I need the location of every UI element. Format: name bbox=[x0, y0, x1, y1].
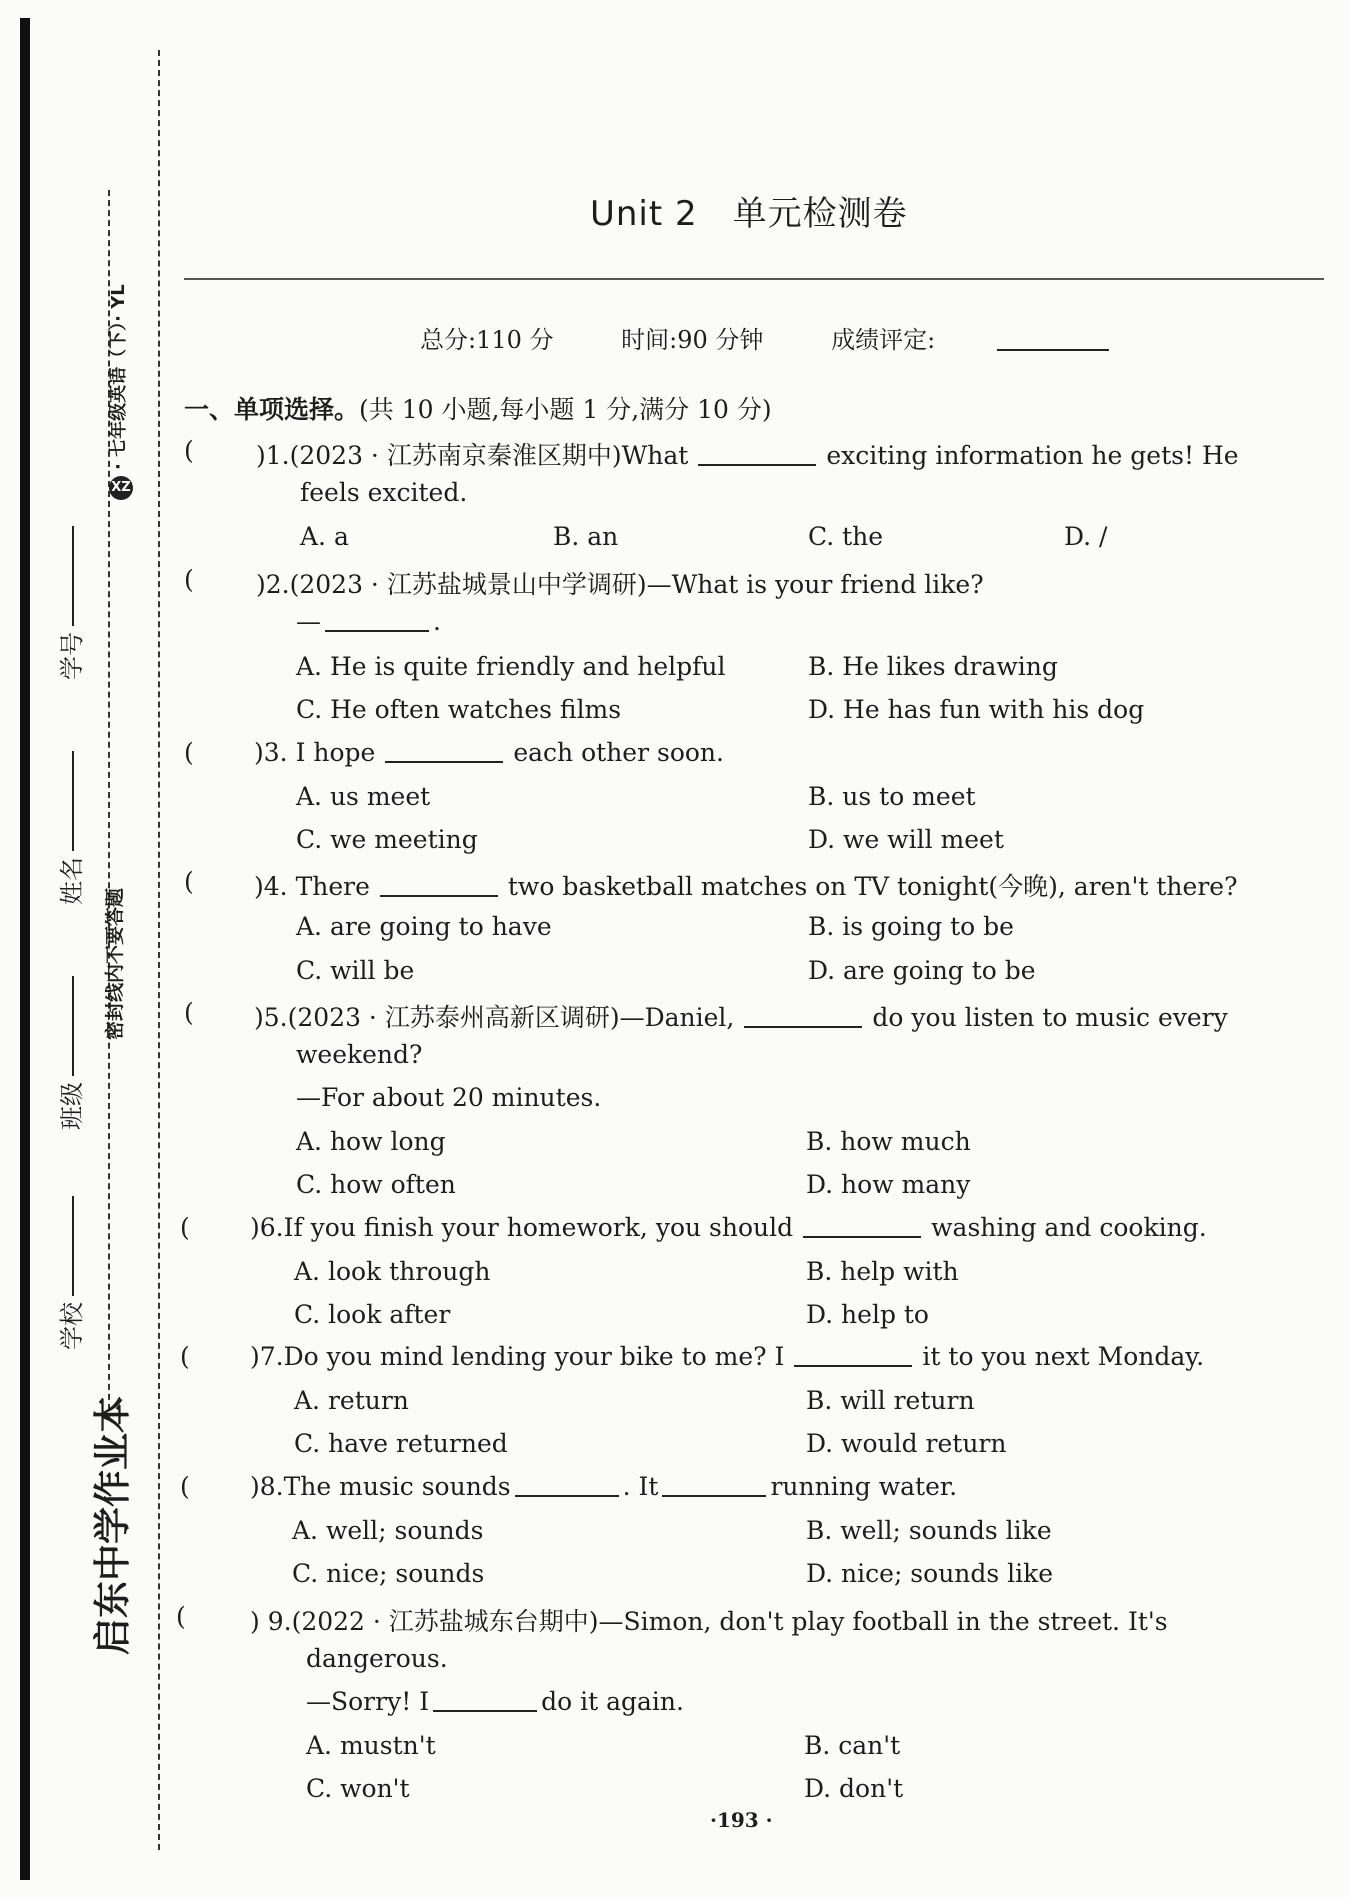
exam-meta bbox=[420, 320, 1169, 355]
option: C. the bbox=[808, 522, 884, 551]
option: A. mustn't bbox=[306, 1731, 436, 1760]
publisher-badge: XZ bbox=[109, 476, 133, 500]
option: D. / bbox=[1064, 522, 1108, 551]
question-source: (2023 · 江苏南京秦淮区期中) bbox=[289, 441, 622, 470]
option: B. help with bbox=[806, 1257, 959, 1286]
student-no-field: 学号 bbox=[52, 526, 87, 680]
option: D. we will meet bbox=[808, 825, 1004, 854]
option: C. how often bbox=[296, 1170, 456, 1199]
title-divider bbox=[184, 278, 1324, 280]
outer-seal-line bbox=[158, 50, 160, 1850]
seal-note: 密封线内不要答题 bbox=[104, 887, 126, 1040]
exam-time: 时间:90 分钟 bbox=[621, 326, 764, 354]
class-field: 班级 bbox=[52, 976, 87, 1130]
option: C. look after bbox=[294, 1300, 451, 1329]
question-source: (2023 · 江苏泰州高新区调研) bbox=[287, 1003, 620, 1032]
answer-bracket: ( bbox=[176, 1602, 186, 1631]
option: C. nice; sounds bbox=[292, 1559, 485, 1588]
page-title: Unit 2 单元检测卷 bbox=[590, 194, 908, 234]
question-8: )8.The music sounds . It running water. bbox=[250, 1472, 958, 1501]
option: D. how many bbox=[806, 1170, 971, 1199]
option: B. is going to be bbox=[808, 912, 1014, 941]
question-7: )7.Do you mind lending your bike to me? I it to you next Monday. bbox=[250, 1342, 1205, 1371]
answer-bracket: ( bbox=[180, 1472, 190, 1501]
question-5-reply: —For about 20 minutes. bbox=[296, 1083, 602, 1112]
option: B. can't bbox=[804, 1731, 901, 1760]
option: B. us to meet bbox=[808, 782, 976, 811]
question-5-cont: weekend? bbox=[296, 1040, 423, 1069]
option: D. would return bbox=[806, 1429, 1007, 1458]
question-source: (2022 · 江苏盐城东台期中) bbox=[291, 1607, 599, 1636]
option: A. well; sounds bbox=[292, 1516, 484, 1545]
option: C. have returned bbox=[294, 1429, 508, 1458]
option: A. He is quite friendly and helpful bbox=[296, 652, 726, 681]
option: C. will be bbox=[296, 956, 415, 985]
answer-bracket: ( bbox=[180, 1213, 190, 1242]
option: B. He likes drawing bbox=[808, 652, 1058, 681]
spine-bar bbox=[20, 18, 30, 1880]
question-1: )1.(2023 · 江苏南京秦淮区期中)What exciting information he gets! He bbox=[256, 441, 1239, 470]
school-field: 学校 bbox=[52, 1196, 87, 1350]
answer-bracket: ( bbox=[184, 436, 194, 465]
question-2: )2.(2023 · 江苏盐城景山中学调研)—What is your friend like? bbox=[256, 570, 984, 599]
option: C. He often watches films bbox=[296, 695, 622, 724]
answer-bracket: ( bbox=[184, 998, 194, 1027]
question-5: )5.(2023 · 江苏泰州高新区调研)—Daniel, do you listen to music every bbox=[254, 1003, 1228, 1032]
option: D. nice; sounds like bbox=[806, 1559, 1054, 1588]
total-score: 总分:110 分 bbox=[420, 326, 554, 354]
option: A. are going to have bbox=[296, 912, 552, 941]
question-2-cont: — . bbox=[296, 607, 441, 636]
question-6: )6.If you finish your homework, you should washing and cooking. bbox=[250, 1213, 1207, 1242]
section-heading: 一、单项选择。(共 10 小题,每小题 1 分,满分 10 分) bbox=[184, 395, 772, 424]
option: A. us meet bbox=[296, 782, 431, 811]
question-source: (2023 · 江苏盐城景山中学调研) bbox=[289, 570, 647, 599]
grade-field: 成绩评定: bbox=[831, 326, 1169, 354]
option: B. will return bbox=[806, 1386, 975, 1415]
book-title: 启东中学作业本 bbox=[91, 1396, 134, 1655]
answer-bracket: ( bbox=[184, 867, 194, 896]
option: D. help to bbox=[806, 1300, 929, 1329]
option: A. return bbox=[294, 1386, 409, 1415]
option: C. we meeting bbox=[296, 825, 478, 854]
option: C. won't bbox=[306, 1774, 410, 1803]
question-4: )4. There two basketball matches on TV tonight(今晚), aren't there? bbox=[254, 872, 1238, 901]
option: B. well; sounds like bbox=[806, 1516, 1052, 1545]
answer-bracket: ( bbox=[184, 565, 194, 594]
option: B. how much bbox=[806, 1127, 971, 1156]
question-9: ) 9.(2022 · 江苏盐城东台期中)—Simon, don't play football in the street. It's bbox=[250, 1607, 1168, 1636]
question-3: )3. I hope each other soon. bbox=[254, 738, 724, 767]
page-number: ·193 · bbox=[710, 1808, 773, 1832]
option: D. He has fun with his dog bbox=[808, 695, 1145, 724]
question-9-reply: —Sorry! I do it again. bbox=[306, 1687, 684, 1716]
answer-bracket: ( bbox=[180, 1342, 190, 1371]
option: D. are going to be bbox=[808, 956, 1036, 985]
question-9-cont: dangerous. bbox=[306, 1644, 448, 1673]
answer-bracket: ( bbox=[184, 738, 194, 767]
book-series: XZ· 七年级英语（下）· YL bbox=[104, 284, 133, 500]
option: A. look through bbox=[294, 1257, 491, 1286]
name-field: 姓名 bbox=[52, 751, 87, 905]
question-1-cont: feels excited. bbox=[300, 478, 468, 507]
option: D. don't bbox=[804, 1774, 904, 1803]
option: A. a bbox=[300, 522, 349, 551]
option: A. how long bbox=[296, 1127, 446, 1156]
option: B. an bbox=[553, 522, 619, 551]
